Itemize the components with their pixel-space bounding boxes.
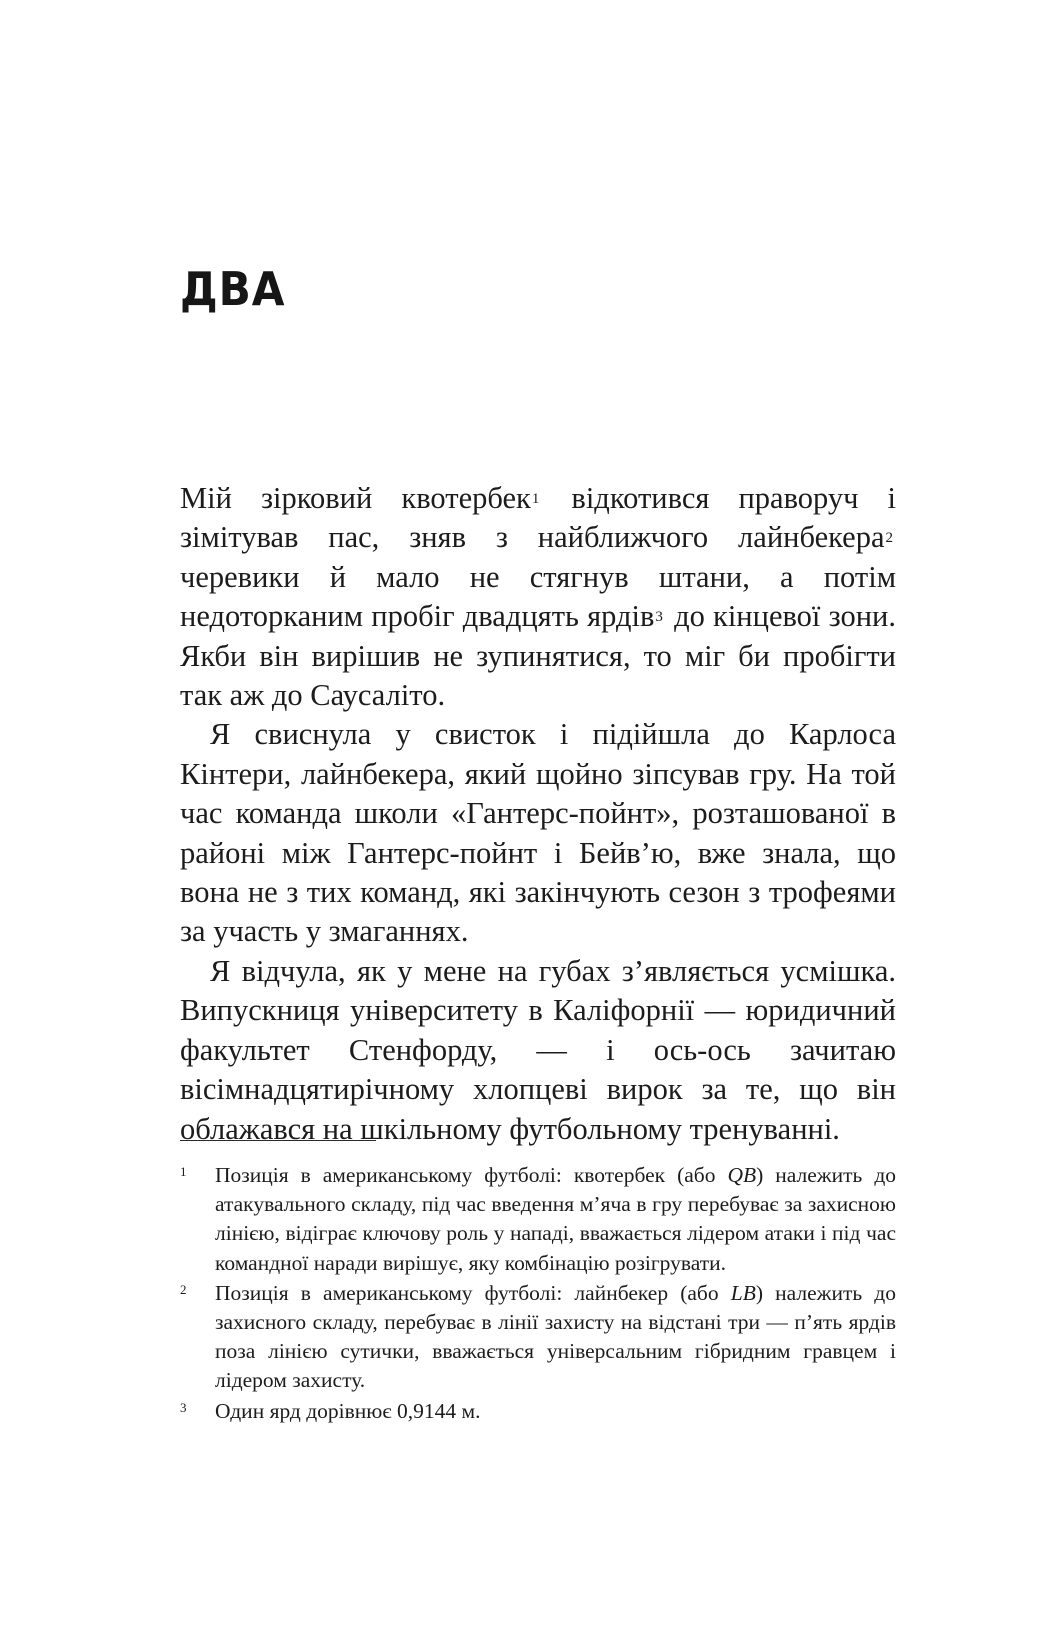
footnote-ref-1: 1 [531, 491, 540, 507]
paragraph-1-part-2: відкотився праворуч і зімітував пас, зняв з найближчого лайнбекера [180, 481, 896, 555]
footnote-2-part-2: ) належить до захисного складу, перебуває в лінії захисту на відстані три — п’ять ярдів поза лінією сутички, вважається універсальним гібридним гравцем і лідером захисту. [215, 1280, 896, 1393]
footnote-text: Один ярд дорівнює 0,9144 м. [215, 1398, 481, 1423]
footnote-number: 3 [180, 1399, 187, 1415]
footnote-3 [180, 1397, 896, 1426]
paragraph-1 [180, 479, 896, 715]
footnote-1-abbr: QB [727, 1163, 757, 1187]
footnotes [180, 1161, 896, 1427]
paragraph-1-part-3: черевики й мало не стягнув штани, а потім недоторканим пробіг двадцять ярдів [180, 559, 896, 634]
footnote-number: 1 [180, 1164, 187, 1179]
footnote-2 [180, 1279, 896, 1396]
footnote-text [215, 1161, 896, 1278]
footnote-text [215, 1279, 896, 1396]
footnote-number: 2 [180, 1281, 187, 1297]
paragraph-2: Я свиснула у свисток і підійшла до Карлоса Кінтери, лайнбекера, який щойно зіпсував гру. На той час команда школи «Гантерс-пойнт», розташованої в районі між Гантерс-пойнт і Бейв’ю, вже знала, що вона не з тих команд, які закінчують сезон з трофеями за участь у змаганнях. [180, 717, 896, 949]
footnote-1-part-2: ) належить до атакувального складу, під час введення м’яча в гру перебуває за захисною лінією, відіграє ключову роль у нападі, вважається лідером атаки і під час командної наради вирішує, яку комбінацію розігрувати. [215, 1163, 897, 1275]
footnote-ref-3: 3 [655, 609, 663, 626]
main-text [180, 479, 896, 1149]
footnote-ref-2: 2 [885, 530, 893, 547]
footnote-2-abbr: LB [730, 1280, 756, 1305]
footnote-1-part-1: Позиція в американському футболі: квотербек (або [215, 1163, 728, 1187]
paragraph-1-part-4: до кінцевої зони. Якби він вирішив не зупинятися, то міг би пробігти так аж до Саусаліто. [180, 599, 896, 713]
paragraph-1-part-1: Мій зірковий квотербек [180, 481, 531, 515]
paragraph-3: Я відчула, як у мене на губах з’являється усмішка. Випускниця університету в Каліфорнії — юридичний факультет Стенфорду, — і ось-ось зачитаю вісімнадцятирічному хлопцеві вирок за те, що він облажався на шкільному футбольному тренуванні. [180, 953, 896, 1146]
footnote-1 [180, 1161, 896, 1278]
chapter-title: ДВА [180, 262, 286, 316]
footnote-divider [180, 1140, 376, 1141]
footnote-2-part-1: Позиція в американському футболі: лайнбекер (або [215, 1280, 731, 1305]
